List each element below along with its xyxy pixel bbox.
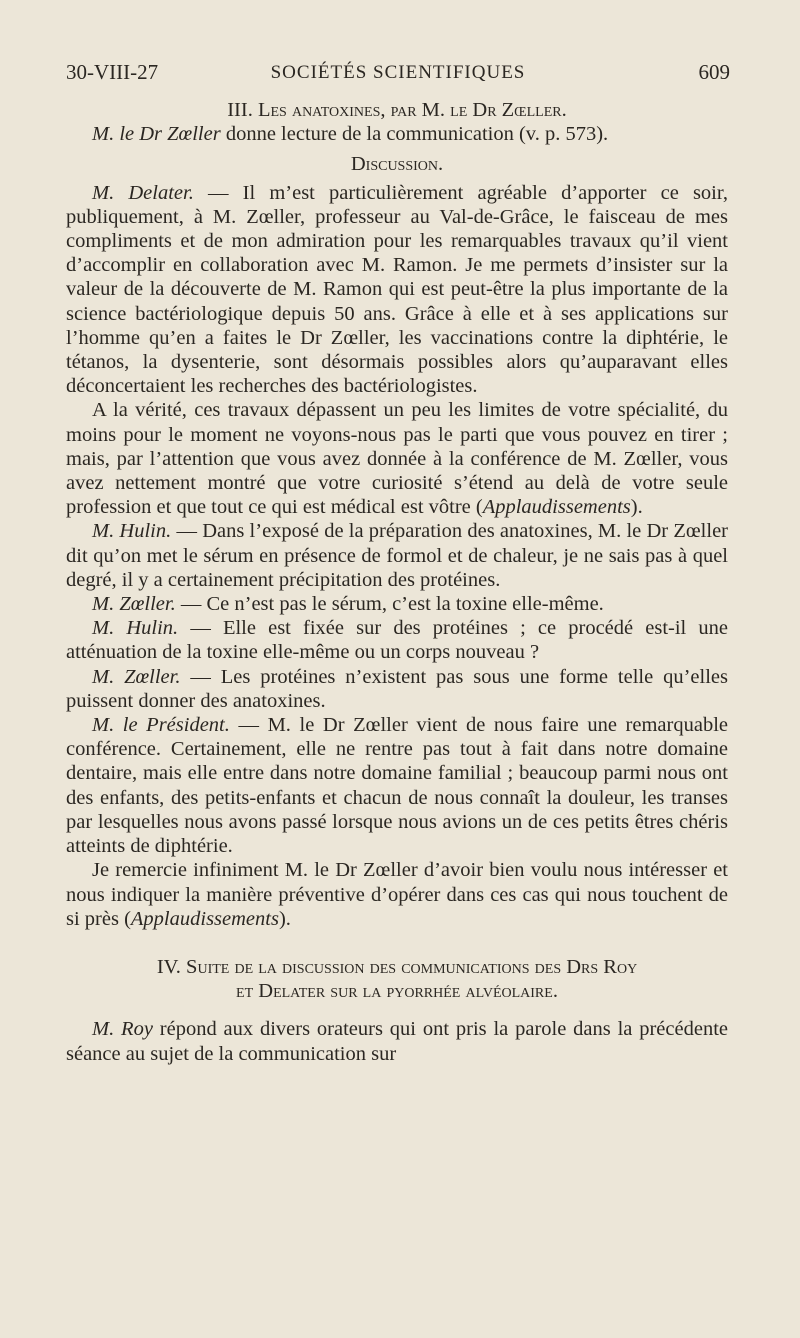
section-iii-title-text: Les anatoxines, par M. le Dr Zœller. (257, 99, 567, 121)
speaker-name: M. Roy (92, 1018, 153, 1041)
discussion-paragraph (66, 398, 728, 519)
paragraph-text: — M. le Dr Zœller vient de nous faire une remarquable conférence. Certainement, elle ne rentre pas tout à fait dans notre domaine dentaire, mais elle entre dans notre domaine familial ; beaucoup parmi nous ont des enfants, des petits-enfants et chacun de nous connaît la douleur, les transes par lesquelles nous avons passé lorsque nous avions un de ces petits êtres chéris atteints de diphtérie. (66, 714, 728, 858)
applause-note: Applaudissements (482, 496, 631, 519)
header-date: 30-VIII-27 (66, 60, 159, 84)
section-iv-title (66, 955, 728, 1003)
section-iv-title-line1: IV. Suite de la discussion des communications des Drs Roy (156, 955, 638, 978)
paragraph-text: Je remercie infiniment M. le Dr Zœller d’avoir bien voulu nous intéresser et nous indiquer la manière préventive d’opérer dans ces cas qui nous touchent de si près ( (66, 859, 728, 930)
speaker-name: M. le Président. (92, 714, 230, 737)
paragraph-text: A la vérité, ces travaux dépassent un peu les limites de votre spécialité, du moins pour le moment ne voyons-nous pas le parti que vous pouvez en tirer ; mais, par l’attention que vous avez donnée à la conférence de M. Zœller, vous avez nettement montré que votre curiosité s’étend au delà de votre seule profession et que tout ce qui est médical est vôtre ( (66, 399, 728, 519)
discussion-paragraph (66, 592, 728, 616)
section-iii-number: III. (227, 99, 253, 121)
discussion-paragraph (66, 665, 728, 713)
section-iv-title-line2: et Delater sur la pyorrhée alvéolaire. (236, 980, 558, 1003)
speaker-name: M. Zœller. (92, 665, 181, 688)
discussion-paragraph (66, 713, 728, 858)
applause-note: Applaudissements (130, 907, 279, 930)
discussion-paragraph (66, 181, 728, 399)
discussion-paragraph (66, 858, 728, 931)
speaker-name: M. Hulin. (92, 617, 179, 640)
section-iv-paragraph (66, 1017, 728, 1065)
paragraph-text: — Il m’est particulièrement agréable d’apporter ce soir, publiquement, à M. Zœller, professeur au Val-de-Grâce, le faisceau de mes compliments et de mon admiration pour les remarquables travaux qu’il vient d’accomplir en collaboration avec M. Ramon. Je me permets d’insister sur la valeur de la découverte de M. Ramon qui est peut-être la plus importante de la science bactériologique depuis 50 ans. Grâce à elle et à ses applications sur l’homme qu’en a faites le Dr Zœller, les vaccinations contre la diphtérie, le tétanos, la dysenterie, sont désormais possibles alors qu’auparavant elles déconcertaient les recherches des bactériologistes. (66, 181, 728, 398)
speaker-name: M. le Dr Zœller (92, 123, 221, 146)
paragraph-text: donne lecture de la communication (v. p. 573). (225, 123, 609, 146)
section-iii-title (66, 98, 728, 122)
header-running-title: SOCIÉTÉS SCIENTIFIQUES (270, 62, 526, 83)
running-header (66, 60, 730, 92)
paragraph-text: — Dans l’exposé de la préparation des anatoxines, M. le Dr Zœller dit qu’on met le sérum en présence de formol et de chaleur, je ne sais pas à quel degré, il y a certainement précipitation des protéines. (66, 520, 728, 591)
speaker-name: M. Delater. (92, 181, 194, 204)
paragraph-text: — Elle est fixée sur des protéines ; ce procédé est-il une atténuation de la toxine elle-même ou un corps nouveau ? (66, 617, 728, 664)
speaker-name: M. Zœller. (92, 593, 176, 616)
speaker-name: M. Hulin. (92, 520, 172, 543)
discussion-paragraph (66, 519, 728, 592)
page-body (66, 92, 728, 1066)
paragraph-text: répond aux divers orateurs qui ont pris la parole dans la précédente séance au sujet de la communication sur (66, 1018, 728, 1065)
discussion-paragraph (66, 616, 728, 664)
discussion-heading: Discussion. (350, 153, 444, 176)
paragraph-text: — Les protéines n’existent pas sous une forme telle qu’elles puissent donner des anatoxines. (66, 665, 728, 712)
paragraph-tail: ). (630, 496, 643, 519)
paragraph-tail: ). (278, 907, 291, 930)
section-iii-intro (66, 122, 728, 146)
page-number: 609 (698, 60, 730, 84)
discussion-paragraphs (66, 181, 728, 931)
paragraph-text: — Ce n’est pas le sérum, c’est la toxine elle-même. (175, 593, 604, 616)
